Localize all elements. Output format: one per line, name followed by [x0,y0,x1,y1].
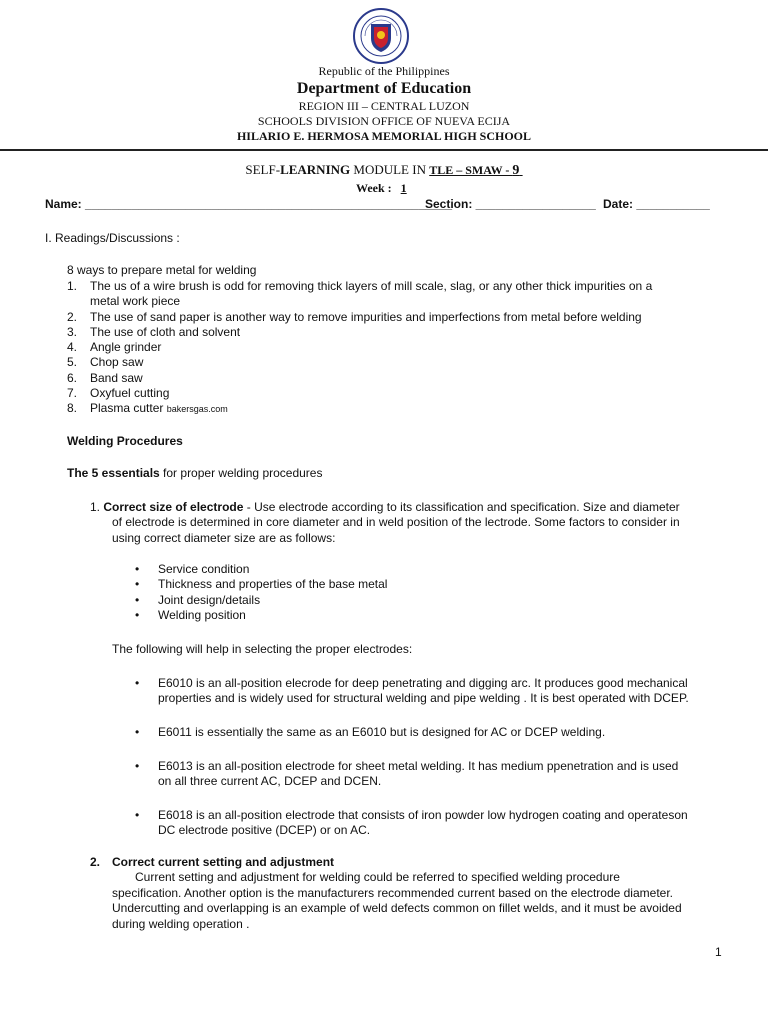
list-item: Joint design/details [158,593,261,607]
list-item-number: 1. [67,279,78,293]
deped-seal-logo [353,8,409,64]
bullet-icon: • [135,593,140,607]
item2-line3: Undercutting and overlapping is an example of weld defects common on fillet welds, and it must be avoided [112,901,682,915]
list-item: Chop saw [90,355,144,369]
department-title: Department of Education [296,80,472,97]
bullet-icon: • [135,808,140,822]
title-subject: TLE – SMAW - [429,163,513,177]
readings-heading: I. Readings/Discussions : [45,231,180,245]
item1-text: - Use electrode according to its classification and specification. Size and diameter [243,500,680,514]
essentials-bold: The 5 essentials [67,466,160,480]
section-field: Section: __________________ [425,197,596,211]
welding-heading: Welding Procedures [67,434,183,448]
name-field: Name: _______________________________________________________ [45,197,453,211]
item1-title: Correct size of electrode [103,500,244,514]
list-item: Service condition [158,562,250,576]
republic-line: Republic of the Philippines [318,64,450,78]
title-grade: 9 [512,163,520,178]
bullet-icon: • [135,577,140,591]
list-item: Welding position [158,608,246,622]
list-item-continuation: DC electrode positive (DCEP) or on AC. [158,823,371,837]
region-line: REGION III – CENTRAL LUZON [298,99,470,113]
date-field: Date: ___________ [603,197,710,211]
item1-line2: of electrode is determined in core diameter and in weld position of the lectrode. Some factors to consider in [112,515,680,529]
list-item-number: 4. [67,340,78,354]
essentials-rest: for proper welding procedures [159,466,323,480]
school-name: HILARIO E. HERMOSA MEMORIAL HIGH SCHOOL [236,129,532,143]
item2-line1: Current setting and adjustment for welding could be referred to specified welding procedure [135,870,620,884]
list-item: E6013 is an all-position electrode for sheet metal welding. It has medium ppenetration and is used [158,759,679,773]
list-item-continuation: on all three current AC, DCEP and DCEN. [158,774,382,788]
electrode-helper: The following will help in selecting the proper electrodes: [112,642,413,656]
week-value: 1 [400,181,407,195]
bullet-icon: • [135,608,140,622]
item2-number: 2. [90,855,101,869]
list-item: Band saw [90,371,143,385]
list-item-continuation: metal work piece [90,294,181,308]
bullet-icon: • [135,562,140,576]
item1-line3: using correct diameter size are as follows: [112,531,336,545]
title-learning: LEARNING [280,162,351,177]
list-item: E6010 is an all-position elecrode for deep penetrating and digging arc. It produces good mechanical [158,676,688,690]
week-label: Week : [356,181,392,195]
list-item-continuation: properties and is widely used for structural welding and pipe welding . It is best operated with DCEP. [158,691,689,705]
list-item: Thickness and properties of the base metal [158,577,388,591]
page-number: 1 [715,945,722,959]
list-item: The use of sand paper is another way to remove impurities and imperfections from metal before welding [90,310,642,324]
list-item-number: 7. [67,386,78,400]
list-item [90,401,228,415]
list-item-number: 8. [67,401,78,415]
item2-line2: specification. Another option is the manufacturers recommended current based on the electrode diameter. [112,886,673,900]
list-item-number: 3. [67,325,78,339]
prep-intro: 8 ways to prepare metal for welding [67,263,257,277]
list-item: E6018 is an all-position electrode that consists of iron powder low hydrogen coating and operateson [158,808,688,822]
header-divider [0,149,768,151]
item1-number: 1. [90,500,101,514]
module-title [0,162,768,179]
bullet-icon: • [135,676,140,690]
list-item-number: 2. [67,310,78,324]
source-citation: bakersgas.com [166,404,228,414]
bullet-icon: • [135,759,140,773]
list-item-number: 5. [67,355,78,369]
list-item: Oxyfuel cutting [90,386,170,400]
list-item: The use of cloth and solvent [90,325,241,339]
list-item: E6011 is essentially the same as an E6010 but is designed for AC or DCEP welding. [158,725,606,739]
essentials-line [67,466,322,480]
title-prefix: SELF- [245,162,281,177]
list-item: The us of a wire brush is odd for removing thick layers of mill scale, slag, or any other thick impurities on a [90,279,653,293]
list-item-text: Plasma cutter [90,401,164,415]
title-module-in: MODULE IN [350,162,430,177]
week-line [356,181,407,196]
item2-title: Correct current setting and adjustment [112,855,335,869]
item2-line4: during welding operation . [112,917,250,931]
list-item-number: 6. [67,371,78,385]
item1-line [90,500,680,514]
division-line: SCHOOLS DIVISION OFFICE OF NUEVA ECIJA [257,114,511,128]
list-item: Angle grinder [90,340,162,354]
bullet-icon: • [135,725,140,739]
